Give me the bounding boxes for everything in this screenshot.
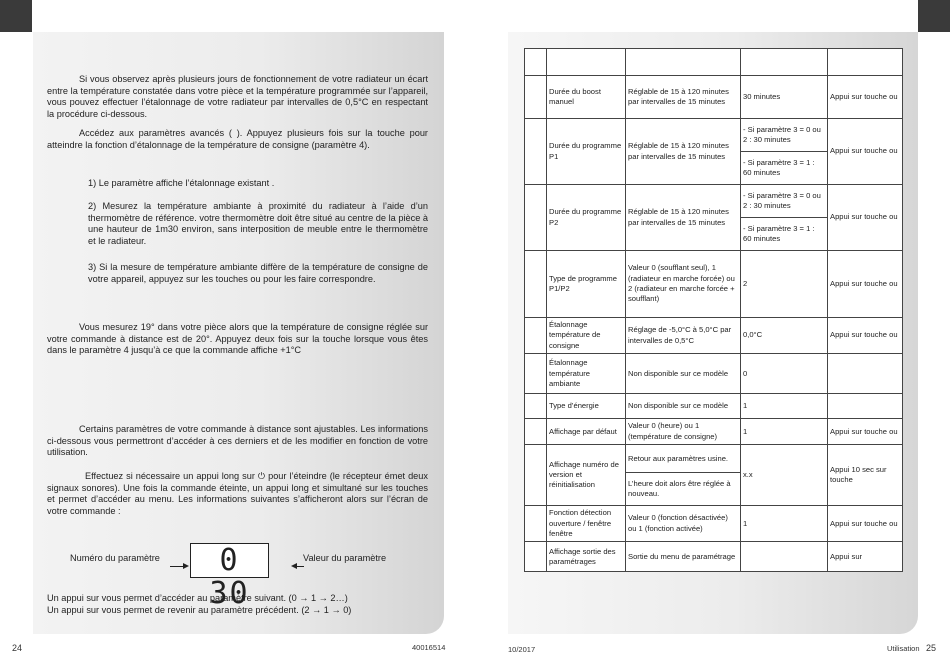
table-cell: Appui sur touche ou — [828, 506, 903, 542]
table-cell — [828, 394, 903, 419]
table-cell: Affichage par défaut — [547, 419, 626, 445]
table-cell: Non disponible sur ce modèle — [626, 354, 741, 394]
table-cell: - Si paramètre 3 = 1 : 60 minutes — [741, 152, 828, 185]
table-cell — [741, 49, 828, 76]
table-cell: Valeur 0 (heure) ou 1 (température de consigne) — [626, 419, 741, 445]
table-cell: Réglable de 15 à 120 minutes par intervalles de 15 minutes — [626, 76, 741, 119]
table-cell: Appui sur — [828, 542, 903, 572]
table-row — [525, 49, 903, 76]
table-row — [525, 542, 903, 572]
table-cell: Étalonnage température ambiante — [547, 354, 626, 394]
table-cell: Fonction détection ouverture / fenêtre fenêtre — [547, 506, 626, 542]
document-code: 40016514 — [412, 643, 446, 652]
table-cell — [525, 119, 547, 185]
table-row — [525, 445, 903, 473]
table-cell — [525, 419, 547, 445]
table-row — [525, 76, 903, 119]
table-cell: 30 minutes — [741, 76, 828, 119]
table-cell — [525, 185, 547, 251]
table-cell — [525, 542, 547, 572]
table-cell: Valeur 0 (fonction désactivée) ou 1 (fonction activée) — [626, 506, 741, 542]
step-2: 2) Mesurez la température ambiante à proximité du radiateur à l’aide d’un thermomètre de référence. votre thermomètre doit être situé au centre de la pièce à une hauteur de 1m30 environ, sans interposition de meuble entre le thermomètre et le radiateur. — [88, 201, 428, 246]
table-cell — [525, 394, 547, 419]
table-row — [525, 506, 903, 542]
param-number-label: Numéro du paramètre — [70, 553, 160, 563]
table-cell: Réglable de 15 à 120 minutes par intervalles de 15 minutes — [626, 119, 741, 185]
table-cell — [525, 318, 547, 354]
table-cell: - Si paramètre 3 = 0 ou 2 : 30 minutes — [741, 119, 828, 152]
table-row — [525, 318, 903, 354]
table-cell: 0,0°C — [741, 318, 828, 354]
table-cell: 2 — [741, 251, 828, 318]
table-cell — [525, 354, 547, 394]
table-cell: L’heure doit alors être réglée à nouveau. — [626, 473, 741, 506]
table-cell — [741, 542, 828, 572]
param-value-label: Valeur du paramètre — [303, 553, 387, 563]
table-cell: x.x — [741, 445, 828, 506]
table-cell: Réglable de 15 à 120 minutes par intervalles de 15 minutes — [626, 185, 741, 251]
corner-tab-left — [0, 0, 32, 32]
table-cell: Appui sur touche ou — [828, 119, 903, 185]
footer-date: 10/2017 — [508, 645, 536, 654]
next-param-line: Un appui sur vous permet d’accéder au paramètre suivant. (0 → 1 → 2…) — [47, 593, 348, 603]
table-cell: Valeur 0 (soufflant seul), 1 (radiateur en marche forcée) ou 2 (radiateur en marche forcée + soufflant) — [626, 251, 741, 318]
table-cell: Affichage sortie des paramétrages — [547, 542, 626, 572]
table-cell: 0 — [741, 354, 828, 394]
table-cell: Appui sur touche ou — [828, 318, 903, 354]
table-cell — [828, 49, 903, 76]
table-cell — [828, 354, 903, 394]
table-cell: Étalonnage température de consigne — [547, 318, 626, 354]
table-cell: Sortie du menu de paramétrage — [626, 542, 741, 572]
table-cell: Appui sur touche ou — [828, 251, 903, 318]
page-number-right: 25 — [926, 643, 937, 653]
table-cell: Type de programme P1/P2 — [547, 251, 626, 318]
prev-param-line: Un appui sur vous permet de revenir au paramètre précédent. (2 → 1 → 0) — [47, 605, 352, 615]
example-paragraph: Vous mesurez 19° dans votre pièce alors que la température de consigne réglée sur votre commande à distance est de 20°. Appuyez deux fois sur la touche lorsque vous êtes dans le paramètre 4 jusqu’à ce que la commande affiche +1°C — [47, 322, 428, 356]
page-number-left: 24 — [12, 643, 23, 653]
table-row — [525, 251, 903, 318]
calibration-intro: Si vous observez après plusieurs jours de fonctionnement de votre radiateur un écart entre la température constatée dans votre pièce et la température programmée sur l’appareil, vous pouvez effectuer l’étalonnage de votre radiateur par intervalles de 0,5°C en respectant la procédure ci-dessous. — [47, 74, 428, 119]
arrow-right-icon — [183, 563, 189, 569]
table-cell: Type d’énergie — [547, 394, 626, 419]
table-cell: Non disponible sur ce modèle — [626, 394, 741, 419]
table-cell: 1 — [741, 419, 828, 445]
table-row — [525, 394, 903, 419]
step-3: 3) Si la mesure de température ambiante diffère de la température de consigne de votre appareil, appuyez sur les touches ou pour les faire correspondre. — [88, 262, 428, 284]
table-cell: Durée du programme P2 — [547, 185, 626, 251]
adjustable-params-intro: Certains paramètres de votre commande à distance sont ajustables. Les informations ci-dessous vous permettront d’accéder à ces derniers et de les modifier en fonction de votre utilisation. — [47, 424, 428, 458]
table-cell: Durée du boost manuel — [547, 76, 626, 119]
table-cell: Affichage numéro de version et réinitialisation — [547, 445, 626, 506]
table-cell: - Si paramètre 3 = 1 : 60 minutes — [741, 218, 828, 251]
table-cell: Appui sur touche ou — [828, 185, 903, 251]
table-cell: Réglage de -5,0°C à 5,0°C par intervalles de 0,5°C — [626, 318, 741, 354]
table-cell: Appui sur touche ou — [828, 419, 903, 445]
table-cell — [525, 251, 547, 318]
table-row — [525, 119, 903, 152]
table-cell: Appui sur touche ou — [828, 76, 903, 119]
table-row — [525, 419, 903, 445]
table-cell — [525, 76, 547, 119]
table-cell: Appui 10 sec sur touche — [828, 445, 903, 506]
lcd-display: 0 30 — [190, 543, 269, 578]
table-cell — [525, 445, 547, 506]
arrow-right-line — [170, 566, 184, 567]
menu-access-instruction: Effectuez si nécessaire un appui long sur ⏻ pour l’éteindre (le récepteur émet deux signaux sonores). Une fois la commande éteinte, un appui long et simultané sur les touches et permet d’accéder au menu. Les informations suivantes s’afficheront alors sur l’écran de votre commande : — [47, 471, 428, 516]
table-cell: Retour aux paramètres usine. — [626, 445, 741, 473]
table-cell: Durée du programme P1 — [547, 119, 626, 185]
table-cell — [626, 49, 741, 76]
parameters-table — [524, 48, 903, 572]
table-cell: - Si paramètre 3 = 0 ou 2 : 30 minutes — [741, 185, 828, 218]
table-cell: 1 — [741, 506, 828, 542]
table-row — [525, 354, 903, 394]
corner-tab-right — [918, 0, 950, 32]
step-1: 1) Le paramètre affiche l’étalonnage existant . — [88, 178, 275, 188]
arrow-left-line — [296, 566, 304, 567]
table-cell — [525, 49, 547, 76]
table-cell — [525, 506, 547, 542]
table-row — [525, 185, 903, 218]
footer-section: Utilisation — [887, 644, 920, 653]
advanced-params-instruction: Accédez aux paramètres avancés ( ). Appuyez plusieurs fois sur la touche pour atteindre la fonction d’étalonnage de la température de consigne (paramètre 4). — [47, 128, 428, 150]
table-cell: 1 — [741, 394, 828, 419]
table-cell — [547, 49, 626, 76]
